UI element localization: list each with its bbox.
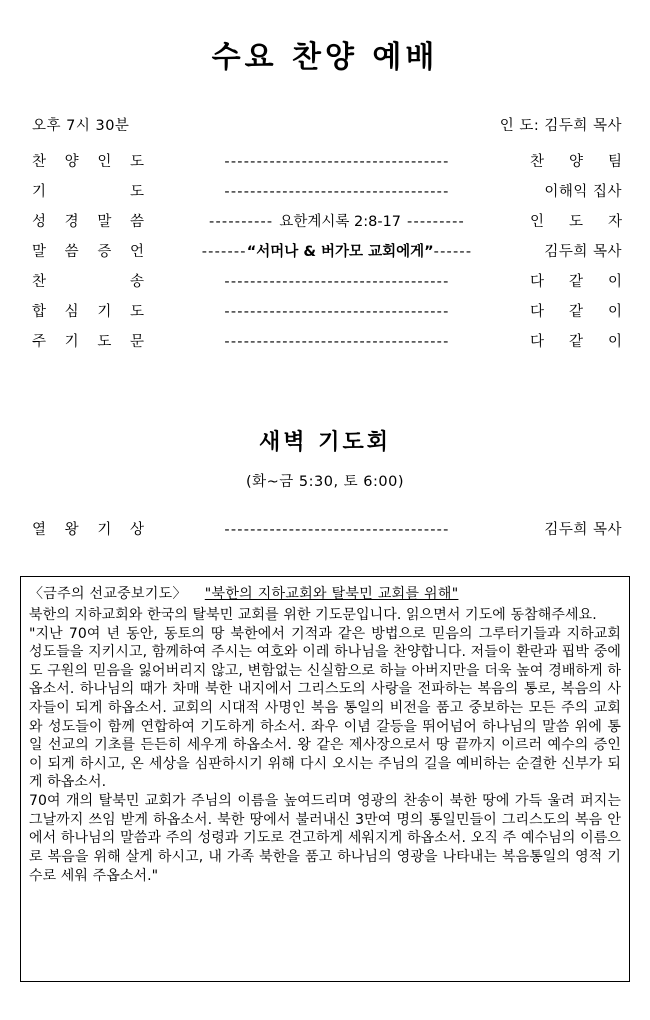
program-row-person: [530, 207, 622, 237]
person-char: 같: [568, 334, 583, 350]
dawn-prayer-title: 새벽 기도회: [259, 430, 391, 455]
program-row-filler: [144, 267, 530, 297]
program-row-label: [32, 515, 144, 545]
program-row-label: [32, 327, 144, 357]
mission-prayer-intro: 북한의 지하교회와 한국의 탈북민 교회를 위한 기도문입니다. 읽으면서 기도에 동참해주세요.: [29, 607, 597, 623]
program-row-person: 이해익 집사: [544, 184, 622, 200]
person-char: 이: [607, 304, 622, 320]
program-list: [0, 147, 650, 357]
label-char: 인: [97, 154, 112, 170]
program-row-filler: [144, 327, 530, 357]
label-char: 도: [97, 334, 112, 350]
program-row: [32, 207, 622, 237]
program-row-person: 김두희 목사: [544, 522, 622, 538]
program-row: [32, 177, 622, 207]
dash-leader: -----------------------------------: [224, 334, 450, 350]
program-row-label: [32, 297, 144, 327]
program-row-label: [32, 147, 144, 177]
program-row: [32, 327, 622, 357]
dawn-prayer-row-wrap: [0, 515, 650, 545]
person-char: 양: [568, 154, 583, 170]
program-row: [32, 237, 622, 267]
dash-leader: ---------: [407, 214, 465, 230]
label-char: 기: [32, 184, 47, 200]
label-char: 송: [129, 274, 144, 290]
dash-leader: ------: [433, 244, 473, 260]
sermon-title: “서머나 & 버가모 교회에게”: [246, 244, 434, 260]
label-char: 심: [64, 304, 79, 320]
person-char: 다: [530, 334, 545, 350]
program-row-filler: [144, 177, 530, 207]
service-leader: [500, 114, 622, 135]
label-char: 찬: [32, 154, 47, 170]
program-row-filler: [144, 515, 530, 545]
dash-leader: -------: [201, 244, 247, 260]
program-row-person: [530, 297, 622, 327]
program-row-label: [32, 237, 144, 267]
person-char: 다: [530, 304, 545, 320]
label-char: 도: [129, 304, 144, 320]
label-char: 경: [64, 214, 79, 230]
program-row-person: 김두희 목사: [544, 244, 622, 260]
label-char: 성: [32, 214, 47, 230]
label-char: 주: [32, 334, 47, 350]
person-char: 이: [607, 334, 622, 350]
person-char: 인: [530, 214, 545, 230]
label-char: 도: [129, 154, 144, 170]
dash-leader: -----------------------------------: [224, 522, 450, 538]
label-char: 말: [97, 214, 112, 230]
label-char: 찬: [32, 274, 47, 290]
service-leader-label: 인 도:: [499, 118, 540, 134]
label-char: 기: [97, 304, 112, 320]
page-title: 수요 찬양 예배: [211, 40, 439, 75]
label-char: 언: [129, 244, 144, 260]
program-row-person: [530, 267, 622, 297]
label-char: 왕: [64, 522, 79, 538]
dash-leader: -----------------------------------: [224, 274, 450, 290]
program-row-person: [530, 327, 622, 357]
label-char: 문: [129, 334, 144, 350]
program-row-filler: [144, 297, 530, 327]
label-char: 증: [97, 244, 112, 260]
label-char: 씀: [64, 244, 79, 260]
program-row-label: [32, 267, 144, 297]
person-char: 도: [568, 214, 583, 230]
program-row-label: [32, 177, 144, 207]
mission-prayer-box: [20, 576, 630, 982]
person-char: 같: [568, 304, 583, 320]
label-char: 열: [32, 522, 47, 538]
label-char: 양: [64, 154, 79, 170]
label-char: 도: [129, 184, 144, 200]
person-char: 이: [607, 274, 622, 290]
service-header: [0, 114, 650, 135]
program-row: [32, 147, 622, 177]
dawn-prayer-time: (화~금 5:30, 토 6:00): [245, 474, 405, 490]
person-char: 자: [607, 214, 622, 230]
person-char: 팀: [607, 154, 622, 170]
program-row-label: [32, 207, 144, 237]
program-row: [32, 267, 622, 297]
program-row: [32, 297, 622, 327]
person-char: 찬: [530, 154, 545, 170]
mission-prayer-header: [29, 583, 621, 603]
label-char: 상: [129, 522, 144, 538]
service-time: 오후 7시 30분: [32, 118, 130, 134]
program-row-person: [530, 147, 622, 177]
mission-prayer-body: [29, 606, 621, 885]
scripture-reference-line: [144, 207, 530, 237]
program-row: [32, 515, 622, 545]
label-char: 합: [32, 304, 47, 320]
label-char: 기: [97, 522, 112, 538]
mission-prayer-section-title: "북한의 지하교회와 탈북민 교회를 위해": [204, 586, 459, 602]
mission-prayer-paragraph-2: 70여 개의 탈북민 교회가 주님의 이름을 높여드리며 영광의 찬송이 북한 땅에 가득 울려 퍼지는 그날까지 쓰임 받게 하옵소서. 북한 땅에서 불러내신 3만여 명의 통일민들이 그리스도의 복음 안에서 하나님의 말씀과 주의 성령과 기도로 견고하게 세워지게 하옵소서. 오직 주 예수님의 이름으로 복음을 위해 살게 하시고, 내 가족 북한을 품고 하나님의 영광을 나타내는 복음통일의 영적 기수로 세워 주옵소서.": [29, 793, 621, 884]
mission-prayer-section-label: 〈금주의 선교중보기도〉: [29, 586, 187, 602]
label-char: 씀: [129, 214, 144, 230]
dash-leader: -----------------------------------: [224, 154, 450, 170]
person-char: 같: [568, 274, 583, 290]
label-char: 말: [32, 244, 47, 260]
person-char: 다: [530, 274, 545, 290]
service-leader-name: 김두희 목사: [544, 118, 622, 134]
scripture-reference: 요한계시록 2:8-17: [279, 214, 402, 230]
sermon-title-line: [144, 237, 530, 267]
label-char: 기: [64, 334, 79, 350]
mission-prayer-paragraph-1: "지난 70여 년 동안, 동토의 땅 북한에서 기적과 같은 방법으로 믿음의 그루터기들과 지하교회 성도들을 지키시고, 함께하여 주시는 여호와 이레 하나님을 찬양합니다. 저들이 환란과 핍박 중에도 구원의 믿음을 잃어버리지 않고, 변함없는 신실함으로 하늘 아버지만을 더욱 높여 경배하게 하옵소서. 하나님의 때가 차매 북한 내지에서 그리스도의 사랑을 전파하는 복음의 통로, 복음의 사자들이 되게 하옵소서. 교회의 시대적 사명인 복음 통일의 비전을 품고 중보하는 모든 주의 교회와 성도들이 함께 연합하여 기도하게 하소서. 좌우 이념 갈등을 뛰어넘어 하나님의 말씀 위에 통일 선교의 기초를 든든히 세우게 하옵소서. 왕 같은 제사장으로서 땅 끝까지 이르러 예수의 증인이 되게 하시고, 온 세상을 심판하시기 위해 다시 오시는 주님의 길을 예비하는 순결한 신부가 되게 하옵소서.: [29, 625, 621, 791]
program-row-filler: [144, 147, 530, 177]
dash-leader: ----------: [209, 214, 274, 230]
dash-leader: -----------------------------------: [224, 184, 450, 200]
dash-leader: -----------------------------------: [224, 304, 450, 320]
